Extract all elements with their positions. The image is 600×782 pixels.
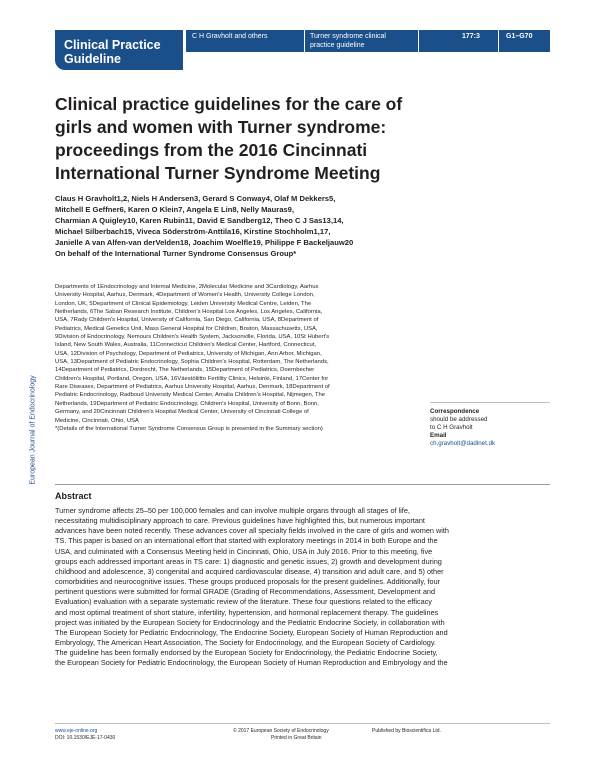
affiliation-line: London, UK, 5Department of Clinical Epidemiology, Leiden University Medical Centre, Leiden, The [55, 300, 312, 307]
correspondence-box [430, 408, 550, 448]
header-volume: 177:3 [462, 33, 480, 40]
abstract-line: TS. This paper is based on an international effort that started with exploratory meetings in 2014 in both Europe and the [55, 536, 438, 546]
abstract-line: the European Society for Pediatric Endocrinology, the European Society of Human Reproduction and Embryology and the [55, 658, 448, 668]
author-line: Michael Silberbach15, Viveca Söderström-Anttila16, Kirstine Stochholm1,17, [55, 227, 331, 237]
journal-url[interactable]: www.eje-online.org [55, 728, 98, 734]
header-divider [304, 30, 305, 52]
affiliation-line: Netherlands, 19Department of Pediatric Endocrinology, Children's Hospital, University of Bonn, Bonn, [55, 400, 319, 407]
affiliation-line: USA, 13Department of Pediatric Endocrinology, Sophia Children's Hospital, Rotterdam, The Netherlands, [55, 359, 329, 366]
email-link[interactable]: ch.gravholt@dadlnet.dk [430, 440, 496, 447]
affiliation-line: Germany, and 20Cincinnati Children's Hospital Medical Center, University of Cincinnati College of [55, 409, 309, 416]
affiliation-line: Children's Hospital, Portland, Oregon, USA, 16Väestöliitto Fertility Clinics, Helsinki, Finland, 17Center for [55, 375, 329, 382]
abstract-body [55, 506, 550, 669]
header-authors: C H Gravholt and others [192, 33, 268, 40]
affiliation-line: 14Department of Pediatrics, Dordrecht, The Netherlands, 15Department of Pediatrics, Doernbecher [55, 367, 315, 374]
affiliation-line: Netherlands, 6The Saban Research Institute, Children's Hospital Los Angeles, Los Angeles, California, [55, 309, 323, 316]
affiliation-line: Medicine, Cincinnati, Ohio, USA [55, 417, 139, 424]
abstract-line: The European Society for Pediatric Endocrinology, The Endocrine Society, European Society of Human Reproduction and [55, 627, 448, 637]
header-topic-line1: Turner syndrome clinical [310, 33, 386, 40]
author-line: Charmian A Quigley10, Karen Rubin11, David E Sandberg12, Theo C J Sas13,14, [55, 216, 344, 226]
consortium-line: On behalf of the International Turner Syndrome Consensus Group* [55, 249, 297, 259]
affiliation-line: Departments of 1Endocrinology and Internal Medicine, 2Molecular Medicine and 3Cardiology, Aarhus [55, 284, 319, 290]
affiliation-line: USA, 12Division of Psychology, Department of Pediatrics, University of Michigan, Ann Arbor, Michigan, [55, 350, 322, 357]
abstract-line: necessitating multidisciplinary approach to care. Previous guidelines have highlighted this, but numerous important [55, 516, 425, 526]
email-label: Email [430, 432, 447, 439]
copyright: © 2017 European Society of Endocrinology [233, 728, 329, 734]
abstract-line: The guideline has been formally endorsed by the European Society for Endocrinology, the Pediatric Endocrine Society, [55, 648, 438, 658]
author-line: Claus H Gravholt1,2, Niels H Andersen3, Gerard S Conway4, Olaf M Dekkers5, [55, 194, 336, 203]
abstract-divider [55, 484, 550, 485]
affiliation-line: 9Division of Endocrinology, Nemours Children's Health System, Jacksonville, Florida, USA, 10St Hubert's [55, 334, 330, 341]
footer-left [55, 728, 115, 741]
abstract-heading: Abstract [55, 491, 92, 501]
journal-side-label: European Journal of Endocrinology [29, 375, 37, 485]
abstract-line: project was initiated by the European Society for Endocrinology and the Pediatric Endocrine Society, in collaboration with [55, 617, 445, 627]
affiliation-line: Pediatric Endocrinology, Radboud University Medical Center, Amalia Children's Hospital, Nijmegen, The [55, 392, 326, 399]
header-divider [498, 30, 499, 52]
affiliation-line: Island, New South Wales, Australia, 11Connecticut Children's Medical Center, Hartford, Connecticut, [55, 342, 317, 349]
title-line: Clinical practice guidelines for the care of [55, 94, 403, 114]
abstract-line: pertinent questions were submitted for formal GRADE (Grading of Recommendations, Assessment, Development and [55, 587, 436, 597]
affiliation-line: Rare Diseases, Department of Pediatrics, Aarhus University Hospital, Aarhus, Denmark, 18Department of [55, 384, 330, 391]
running-header [186, 30, 550, 52]
header-divider [418, 30, 419, 52]
affiliation-line: Pediatrics, Medical Genetics Unit, Mass General Hospital for Children, Boston, Massachusetts, USA, [55, 325, 318, 332]
abstract-line: childhood and adolescence, 3) congenital and acquired cardiovascular disease, 4) transition and adult care, and 5) other [55, 566, 444, 576]
footer-divider [55, 723, 550, 724]
abstract-line: advances have been noted recently. These advances cover all specialty fields involved in the care of girls and women with [55, 526, 449, 536]
footer-publisher: Published by Bioscientifica Ltd. [372, 728, 441, 734]
abstract-line: USA, and culminated with a Consensus Meeting held in Cincinnati, Ohio, USA in July 2016. Prior to this meeting, five [55, 546, 433, 556]
abstract-line: Evaluation) evaluation with a separate systematic review of the literature. These four questions related to the efficacy [55, 597, 432, 607]
correspondence-line: to C H Gravholt [430, 424, 473, 431]
abstract-line: and most optimal treatment of short stature, infertility, hypertension, and hormonal replacement therapy. The guidelines [55, 607, 439, 617]
affiliation-line: University Hospital, Aarhus, Denmark, 4Department of Women's Health, University College London, [55, 292, 315, 299]
printed-in: Printed in Great Britain [271, 734, 322, 741]
title-line: girls and women with Turner syndrome: [55, 117, 387, 137]
correspondence-divider [430, 402, 550, 403]
affiliation-line: USA, 7Rady Children's Hospital, University of California, San Diego, California, USA, 8Department of [55, 317, 319, 324]
affiliations [55, 283, 425, 433]
correspondence-line: Correspondence [430, 408, 480, 415]
badge-label: Clinical Practice Guideline [64, 38, 161, 66]
abstract-line: groups each addressed important areas in TS care: 1) diagnostic and genetic issues, 2) growth and development during [55, 556, 442, 566]
abstract-line: Turner syndrome affects 25–50 per 100,000 females and can involve multiple organs through all stages of life, [55, 506, 410, 515]
doi[interactable]: DOI: 10.1530/EJE-17-0430 [55, 734, 116, 741]
footer-center [233, 728, 329, 741]
title-line: International Turner Syndrome Meeting [55, 163, 381, 183]
header-pages: G1–G70 [506, 33, 533, 40]
title-line: proceedings from the 2016 Cincinnati [55, 140, 368, 160]
author-line: Mitchell E Geffner6, Karen O Klein7, Angela E Lin8, Nelly Mauras9, [55, 205, 294, 215]
consortium-note: *(Details of the International Turner Syndrome Consensus Group is presented in the Summary section) [55, 425, 323, 432]
abstract-line: comorbidities and neurocognitive issues. These groups produced proposals for the present guidelines. Additionally, four [55, 577, 441, 587]
header-topic-line2: practice guideline [310, 42, 365, 49]
author-line: Janielle A van Alfen-van derVelden18, Joachim Woelfle19, Philippe F Backeljauw20 [55, 238, 354, 248]
correspondence-line: should be addressed [430, 416, 488, 423]
author-list [55, 193, 425, 260]
article-title [55, 93, 555, 185]
abstract-line: Embryology, The American Heart Association, The Society for Endocrinology, and the European Society of Cardiology. [55, 638, 436, 648]
guideline-badge [55, 30, 183, 70]
